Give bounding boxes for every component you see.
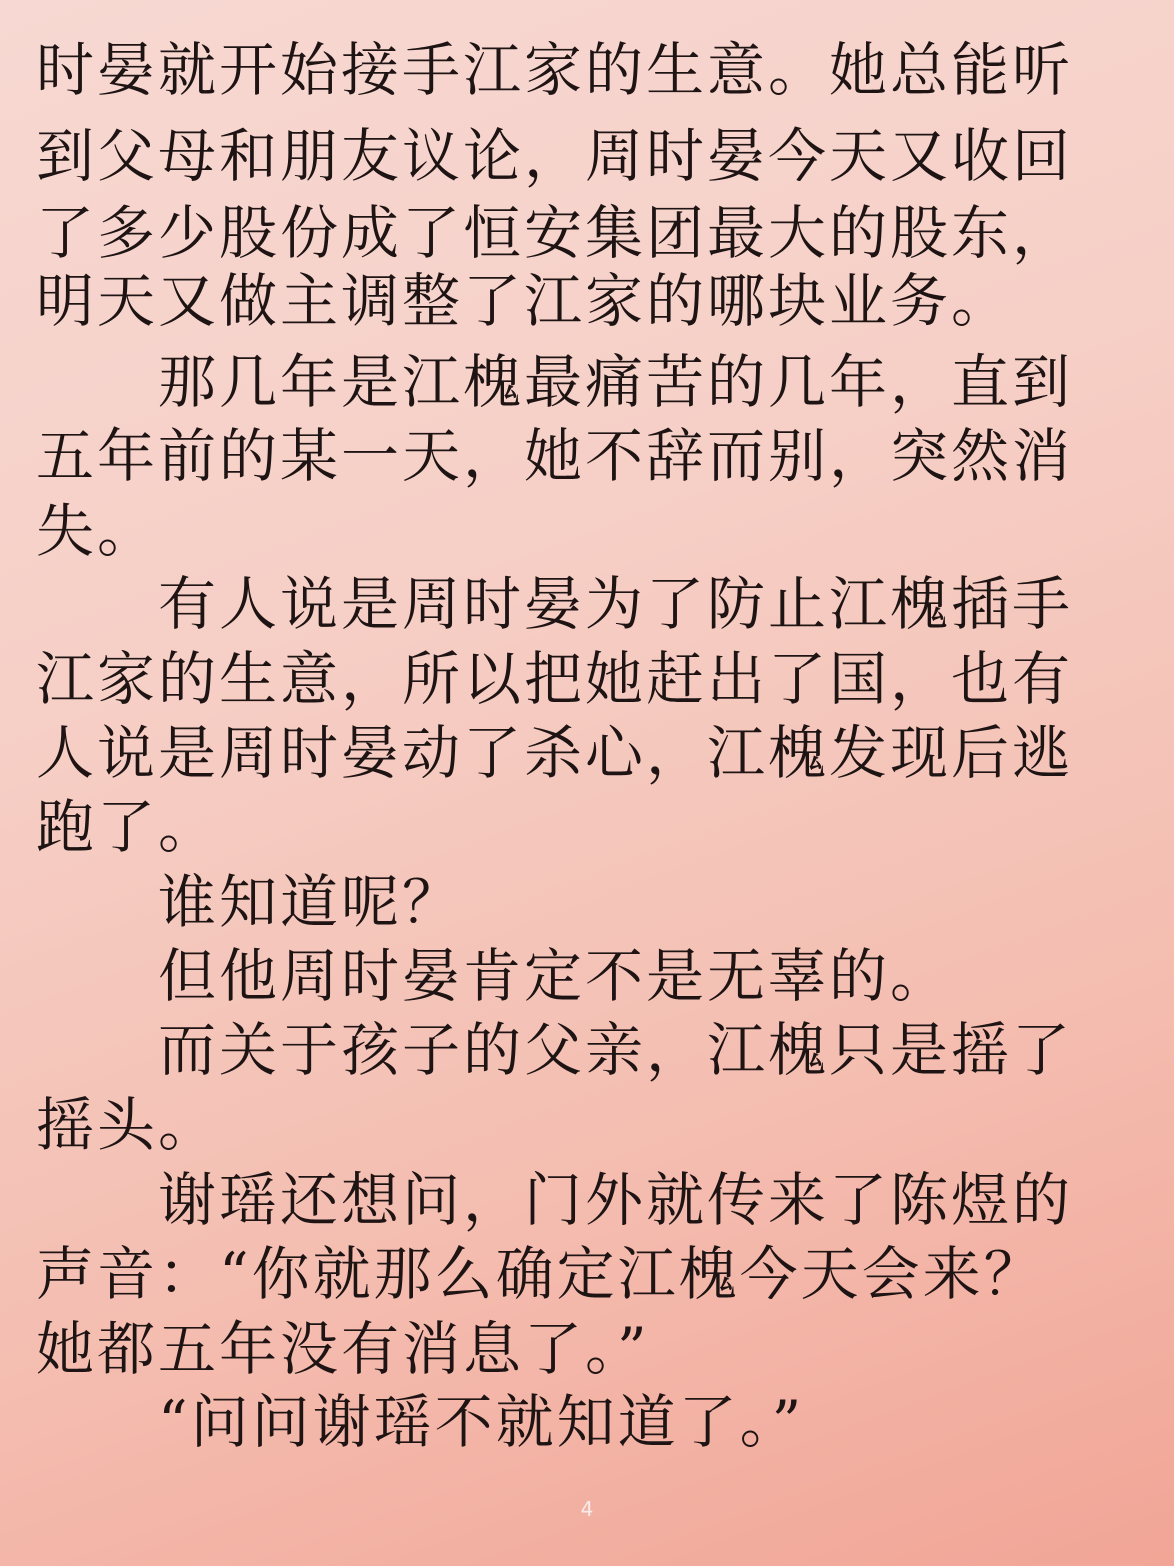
text-line: 江家的生意，所以把她赶出了国，也有 bbox=[36, 645, 1074, 713]
text-line: 谁知道呢？ bbox=[36, 868, 464, 936]
text-line: 她都五年没有消息了。” bbox=[36, 1315, 650, 1383]
text-line: 失。 bbox=[36, 497, 159, 565]
text-line: 了多少股份成了恒安集团最大的股东， bbox=[36, 199, 1074, 267]
text-line: 谢瑶还想问，门外就传来了陈煜的 bbox=[36, 1166, 1074, 1234]
text-line: 到父母和朋友议论，周时晏今天又收回 bbox=[36, 122, 1074, 190]
text-line: 摇头。 bbox=[36, 1091, 220, 1159]
text-line: 声音：“你就那么确定江槐今天会来？ bbox=[36, 1240, 1045, 1308]
text-line: “问问谢瑶不就知道了。” bbox=[36, 1388, 805, 1456]
text-line: 跑了。 bbox=[36, 793, 220, 861]
text-line: 但他周时晏肯定不是无辜的。 bbox=[36, 942, 952, 1010]
text-line: 那几年是江槐最痛苦的几年，直到 bbox=[36, 348, 1074, 416]
text-line: 五年前的某一天，她不辞而别，突然消 bbox=[36, 422, 1074, 490]
text-line: 明天又做主调整了江家的哪块业务。 bbox=[36, 267, 1013, 335]
text-line: 人说是周时晏动了杀心，江槐发现后逃 bbox=[36, 719, 1074, 787]
text-line: 而关于孩子的父亲，江槐只是摇了 bbox=[36, 1016, 1074, 1084]
page-number: 4 bbox=[580, 1497, 594, 1521]
text-line: 时晏就开始接手江家的生意。她总能听 bbox=[36, 36, 1074, 104]
text-line: 有人说是周时晏为了防止江槐插手 bbox=[36, 570, 1074, 638]
